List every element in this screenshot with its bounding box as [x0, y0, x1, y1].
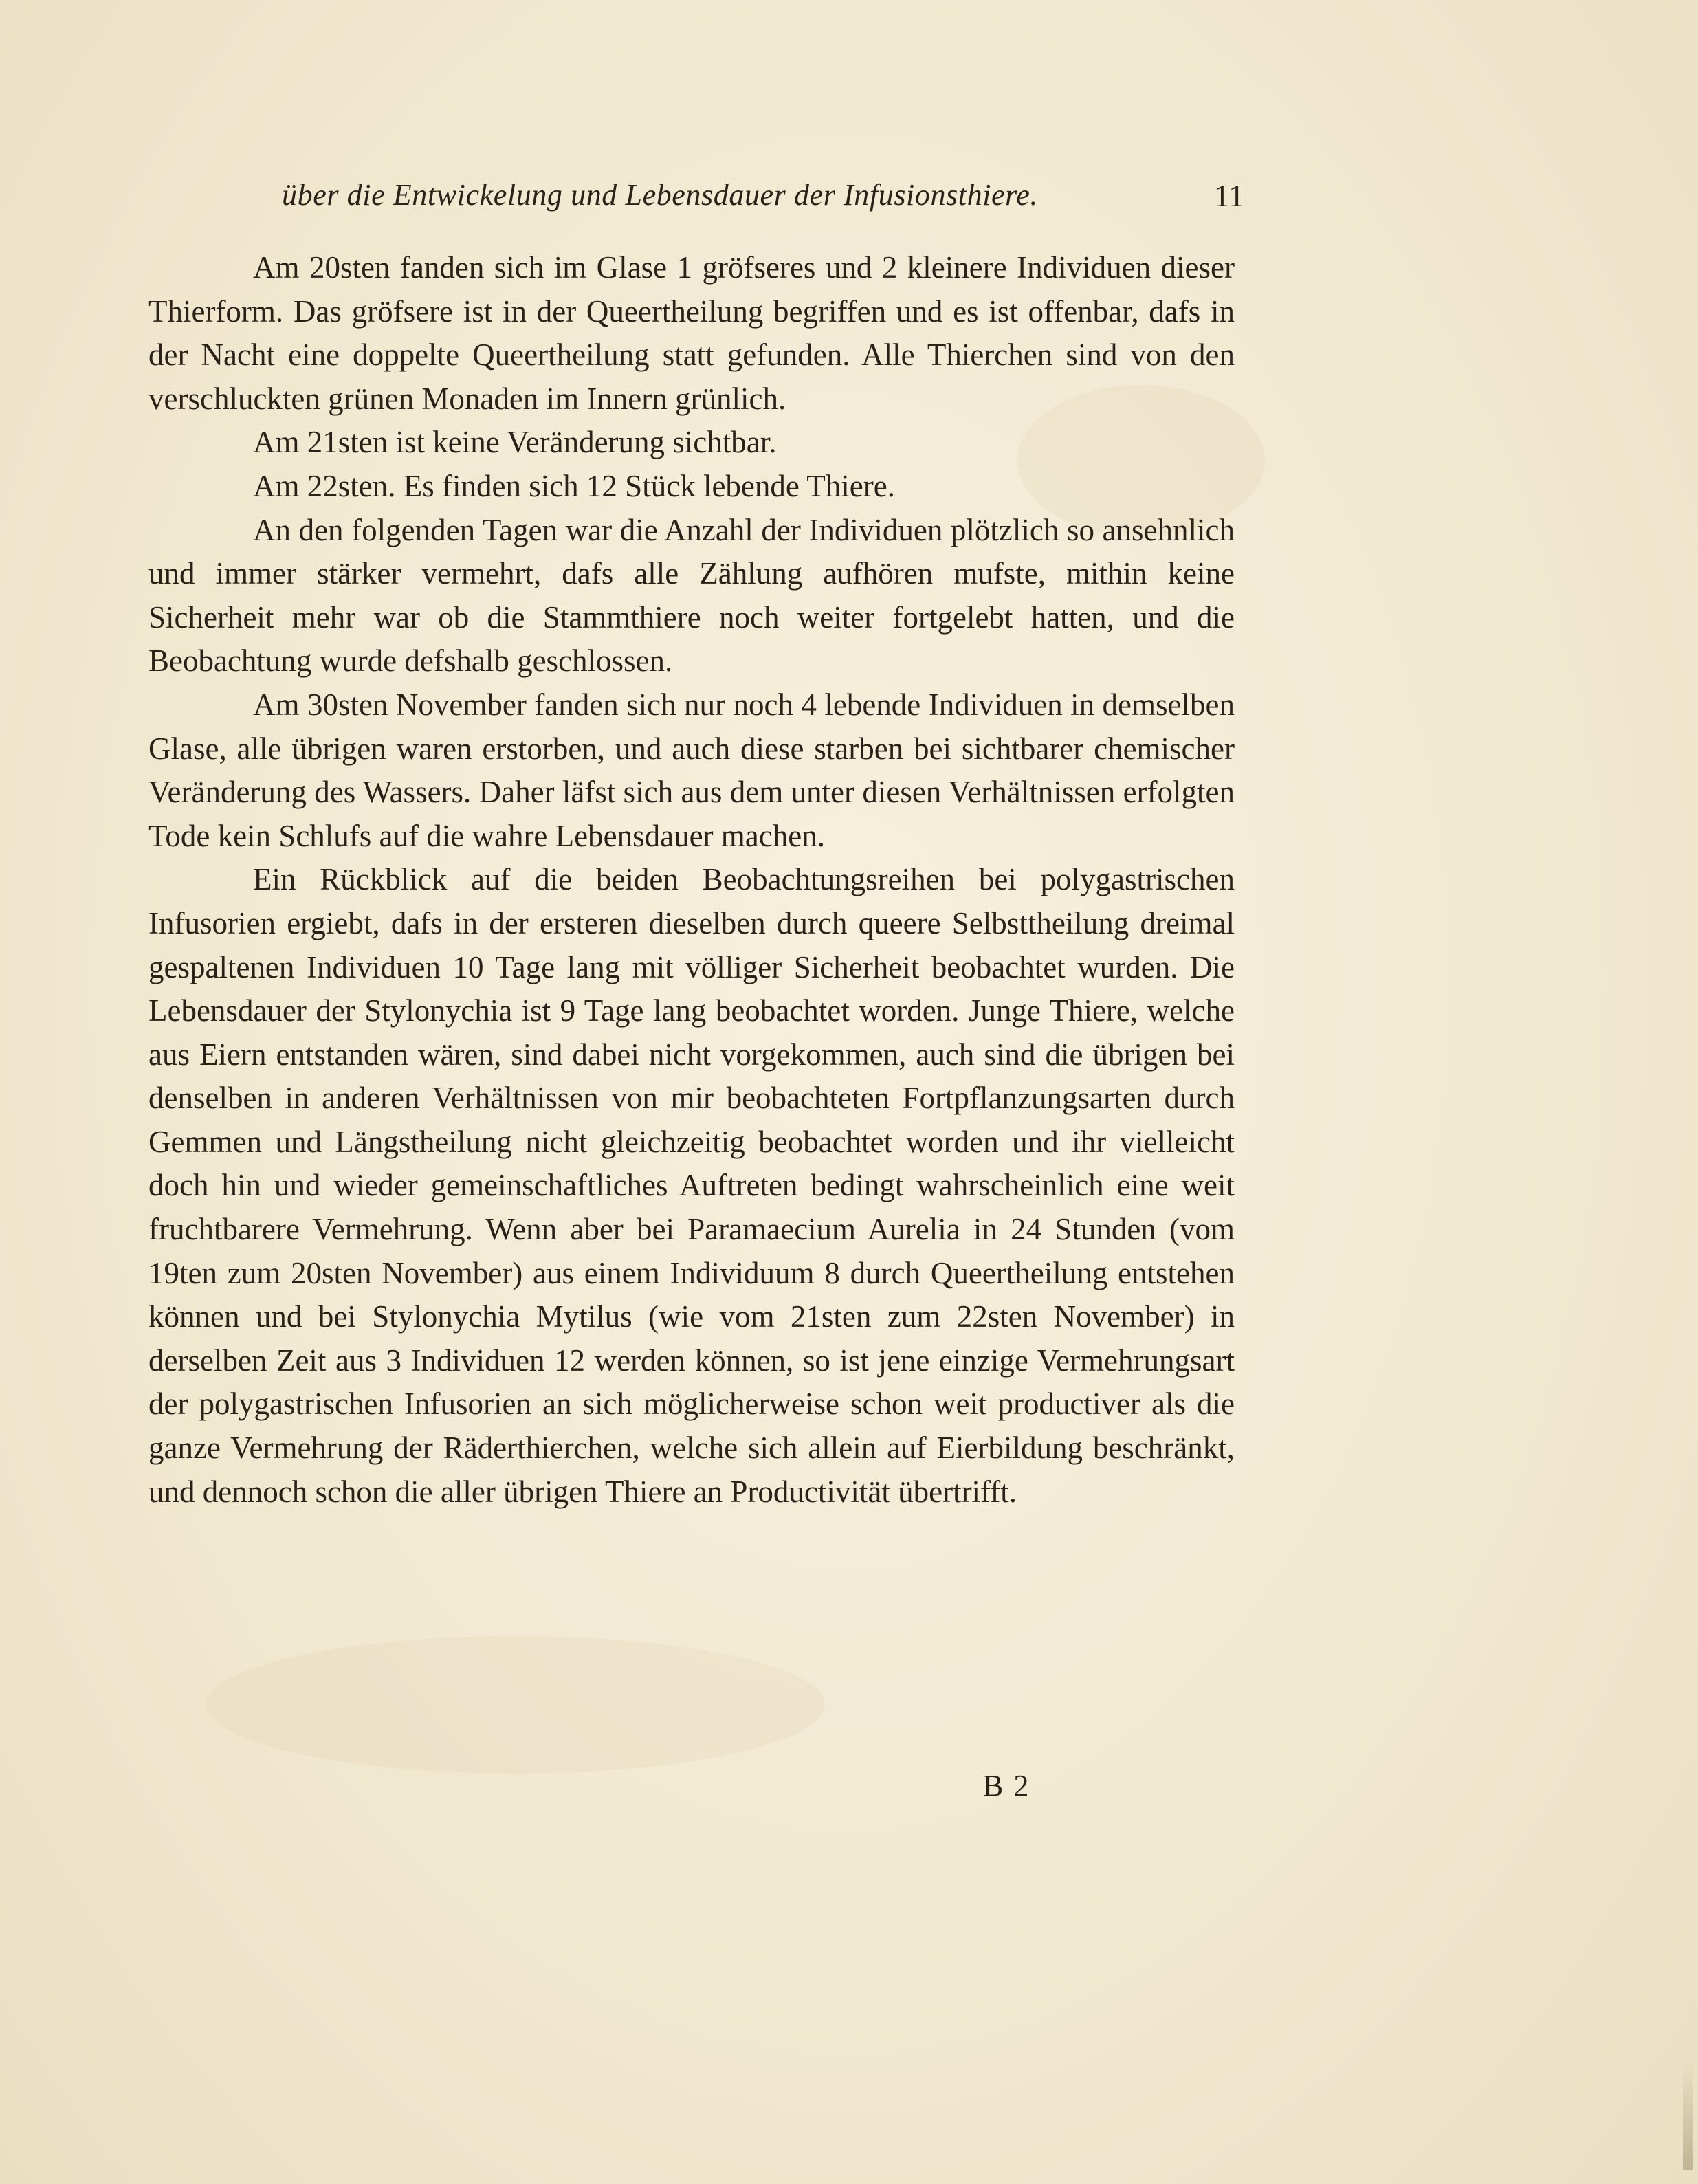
paragraph: An den folgenden Tagen war die Anzahl der Individuen plötzlich so ansehnlich und immer stärker vermehrt, dafs alle Zählung aufhören mufste, mithin keine Sicherheit mehr war ob die Stammthiere noch weiter fortgelebt hatten, und die Beobachtung wurde defshalb geschlossen.: [148, 512, 1235, 679]
page-edge-mark: [1683, 2060, 1693, 2170]
paper-stain: [206, 1636, 825, 1774]
paragraph: Am 20sten fanden sich im Glase 1 gröfseres und 2 kleinere Individuen dieser Thierform. Das gröfsere ist in der Queertheilung begriffen und es ist offenbar, dafs in der Nacht eine doppelte Queertheilung statt gefunden. Alle Thierchen sind von den verschluckten grünen Monaden im Innern grünlich.: [148, 250, 1235, 416]
paragraph: Am 21sten ist keine Veränderung sichtbar.: [253, 425, 777, 460]
paragraph: Ein Rückblick auf die beiden Beobachtungsreihen bei polygastrischen Infusorien ergiebt, dafs in der ersteren dieselben durch queere Selbsttheilung dreimal gespaltenen Individuen 10 Tage lang mit völliger Sicherheit beobachtet wurden. Die Lebensdauer der Stylonychia ist 9 Tage lang beobachtet worden. Junge Thiere, welche aus Eiern entstanden wären, sind dabei nicht vorgekommen, auch sind die übrigen bei denselben in anderen Verhältnissen von mir beobachteten Fortpflanzungsarten durch Gemmen und Längstheilung nicht gleichzeitig beobachtet worden und ihr vielleicht doch hin und wieder gemeinschaftliches Auftreten bedingt wahrscheinlich eine weit fruchtbarere Vermehrung. Wenn aber bei Paramaecium Aurelia in 24 Stunden (vom 19ten zum 20sten November) aus einem Individuum 8 durch Queertheilung entstehen können und bei Stylonychia Mytilus (wie vom 21sten zum 22sten November) in derselben Zeit aus 3 Individuen 12 werden können, so ist jene einzige Vermehrungsart der polygastrischen Infusorien an sich möglicherweise schon weit productiver als die ganze Vermehrung der Räderthierchen, welche sich allein auf Eierbildung beschränkt, und dennoch schon die aller übrigen Thiere an Productivität übertrifft.: [148, 862, 1235, 1509]
page-header: [282, 177, 1244, 225]
running-title: über die Entwickelung und Lebensdauer der Infusionsthiere.: [282, 178, 1038, 212]
paragraph: Am 22sten. Es finden sich 12 Stück lebende Thiere.: [253, 468, 895, 503]
page-number: 11: [1213, 178, 1244, 213]
signature-mark: B 2: [983, 1769, 1030, 1802]
paragraph: Am 30sten November fanden sich nur noch 4 lebende Individuen in demselben Glase, alle übrigen waren erstorben, und auch diese starben bei sichtbarer chemischer Veränderung des Wassers. Daher läfst sich aus dem unter diesen Verhältnissen erfolgten Tode kein Schlufs auf die wahre Lebensdauer machen.: [148, 687, 1235, 853]
body-text: [148, 246, 1235, 1514]
